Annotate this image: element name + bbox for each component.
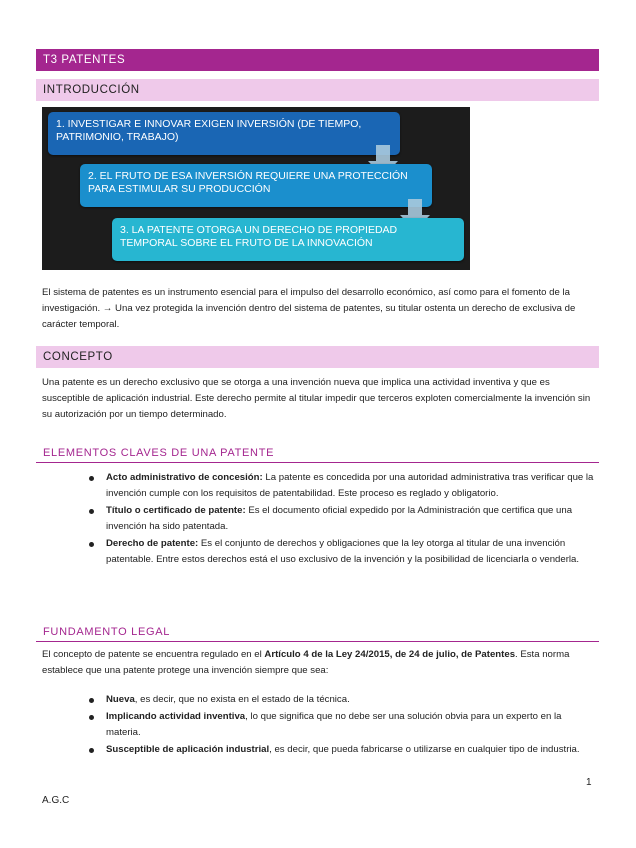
list-item-term: Susceptible de aplicación industrial — [106, 744, 270, 755]
section-heading-fundamento: FUNDAMENTO LEGAL — [36, 626, 599, 642]
intro-paragraph: El sistema de patentes es un instrumento esencial para el impulso del desarrollo económico, así como para el fomento de la investigación. → Una vez protegida la invención dentro del sistema de patentes, su titular ostenta un derecho de exclusiva de carácter temporal. — [42, 287, 576, 330]
list-item-term: Implicando actividad inventiva — [106, 711, 246, 722]
list-item — [42, 742, 594, 758]
footer-initials: A.G.C — [42, 795, 70, 806]
list-item-text: , lo que significa que no debe ser una solución obvia para un experto en la materia. — [106, 711, 562, 738]
list-item — [42, 470, 594, 502]
list-item-text: , es decir, que pueda fabricarse o utilizarse en cualquier tipo de industria. — [269, 744, 580, 755]
diagram-step-3: 3. LA PATENTE OTORGA UN DERECHO DE PROPIEDAD TEMPORAL SOBRE EL FRUTO DE LA INNOVACIÓN — [112, 218, 464, 261]
list-item — [42, 709, 594, 741]
process-diagram — [42, 107, 470, 270]
list-item-text: Es el conjunto de derechos y obligaciones que la ley otorga al titular de una invención patentable. Entre estos derechos está el uso exclusivo de la invención y la posibilidad de licenciarla o venderla. — [106, 538, 580, 565]
list-item-term: Derecho de patente: — [106, 538, 199, 549]
bullet-icon — [89, 748, 94, 753]
fundamento-text: . Esta norma establece que una patente protege una invención siempre que sea: — [42, 649, 570, 676]
concepto-paragraph: Una patente es un derecho exclusivo que se otorga a una invención nueva que implica una actividad inventiva y que es susceptible de aplicación industrial. Este derecho permite al titular impedir que terceros exploten comercialmente la invención sin su autorización por un tiempo determinado. — [42, 377, 591, 420]
diagram-step-1: 1. INVESTIGAR E INNOVAR EXIGEN INVERSIÓN (DE TIEMPO, PATRIMONIO, TRABAJO) — [48, 112, 400, 155]
section-heading-elementos: ELEMENTOS CLAVES DE UNA PATENTE — [36, 447, 599, 463]
section-heading-concepto: CONCEPTO — [36, 346, 599, 368]
list-item-term: Nueva — [106, 694, 135, 705]
fundamento-list — [42, 692, 594, 759]
bullet-icon — [89, 715, 94, 720]
law-reference: Artículo 4 de la Ley 24/2015, de 24 de julio, de Patentes — [264, 649, 516, 660]
list-item — [42, 536, 594, 568]
list-item-text: Es el documento oficial expedido por la Administración que certifica que una invención ha sido patentada. — [106, 505, 573, 532]
diagram-step-2: 2. EL FRUTO DE ESA INVERSIÓN REQUIERE UNA PROTECCIÓN PARA ESTIMULAR SU PRODUCCIÓN — [80, 164, 432, 207]
list-item-term: Título o certificado de patente: — [106, 505, 246, 516]
page-number: 1 — [586, 777, 592, 788]
list-item-text: , es decir, que no exista en el estado de la técnica. — [134, 694, 350, 705]
bullet-icon — [89, 542, 94, 547]
fundamento-paragraph — [42, 647, 594, 679]
bullet-icon — [89, 476, 94, 481]
bullet-icon — [89, 698, 94, 703]
section-heading-introduccion: INTRODUCCIÓN — [36, 79, 599, 101]
list-item — [42, 692, 594, 708]
fundamento-text: El concepto de patente se encuentra regulado en el — [42, 649, 265, 660]
list-item — [42, 503, 594, 535]
document-title: T3 PATENTES — [36, 49, 599, 71]
list-item-text: La patente es concedida por una autoridad administrativa tras verificar que la invención cumple con los requisitos de patentabilidad. Este proceso es reglado y obligatorio. — [106, 472, 594, 499]
bullet-icon — [89, 509, 94, 514]
list-item-term: Acto administrativo de concesión: — [106, 472, 263, 483]
elementos-list — [42, 470, 594, 569]
